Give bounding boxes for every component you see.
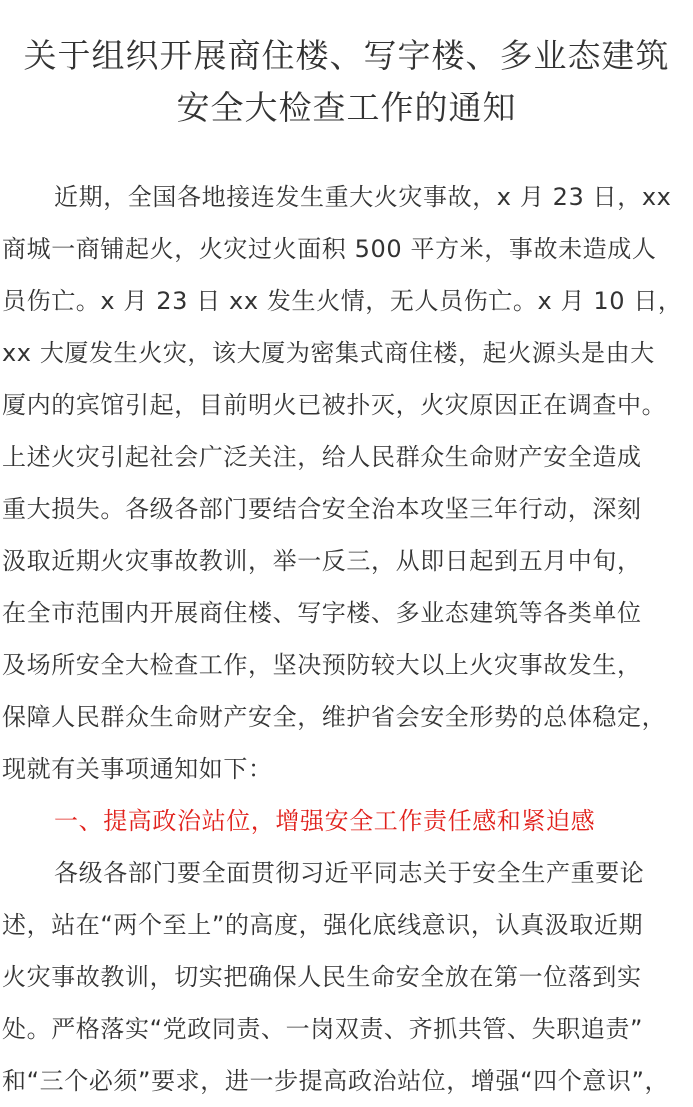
paragraph-line: 商城一商铺起火，火灾过火面积 500 平方米，事故未造成人 xyxy=(2,235,657,263)
paragraph-line: 述，站在“两个至上”的高度，强化底线意识，认真汲取近期 xyxy=(2,911,644,939)
paragraph-line: 重大损失。各级各部门要结合安全治本攻坚三年行动，深刻 xyxy=(2,495,642,523)
paragraph-line: 员伤亡。x 月 23 日 xx 发生火情，无人员伤亡。x 月 10 日， xyxy=(2,287,683,315)
document-title xyxy=(2,0,691,134)
paragraph-line: xx 大厦发生火灾，该大厦为密集式商住楼，起火源头是由大 xyxy=(2,339,655,367)
paragraph-line: 现就有关事项通知如下： xyxy=(2,755,273,783)
paragraph-line: 近期，全国各地接连发生重大火灾事故，x 月 23 日，xx xyxy=(54,183,672,211)
paragraph-line: 上述火灾引起社会广泛关注，给人民群众生命财产安全造成 xyxy=(2,443,642,471)
document-body xyxy=(2,171,691,1107)
title-line-2: 安全大检查工作的通知 xyxy=(176,88,517,127)
paragraph-line: 保障人民群众生命财产安全，维护省会安全形势的总体稳定， xyxy=(2,703,667,731)
paragraph-2 xyxy=(2,847,691,1107)
paragraph-line: 火灾事故教训，切实把确保人民生命安全放在第一位落到实 xyxy=(2,963,642,991)
paragraph-line: 及场所安全大检查工作，坚决预防较大以上火灾事故发生， xyxy=(2,651,642,679)
paragraph-line: 和“三个必须”要求，进一步提高政治站位，增强“四个意识”， xyxy=(2,1067,670,1095)
paragraph-line: 处。严格落实“党政同责、一岗双责、齐抓共管、失职追责” xyxy=(2,1015,644,1043)
title-line-1: 关于组织开展商住楼、写字楼、多业态建筑 xyxy=(23,36,670,75)
paragraph-line: 各级各部门要全面贯彻习近平同志关于安全生产重要论 xyxy=(54,859,645,887)
paragraph-line: 在全市范围内开展商住楼、写字楼、多业态建筑等各类单位 xyxy=(2,599,642,627)
paragraph-line: 厦内的宾馆引起，目前明火已被扑灭，火灾原因正在调查中。 xyxy=(2,391,667,419)
section-heading-1: 一、提高政治站位，增强安全工作责任感和紧迫感 xyxy=(54,807,596,835)
paragraph-1 xyxy=(2,171,691,795)
paragraph-line: 汲取近期火灾事故教训，举一反三，从即日起到五月中旬， xyxy=(2,547,642,575)
